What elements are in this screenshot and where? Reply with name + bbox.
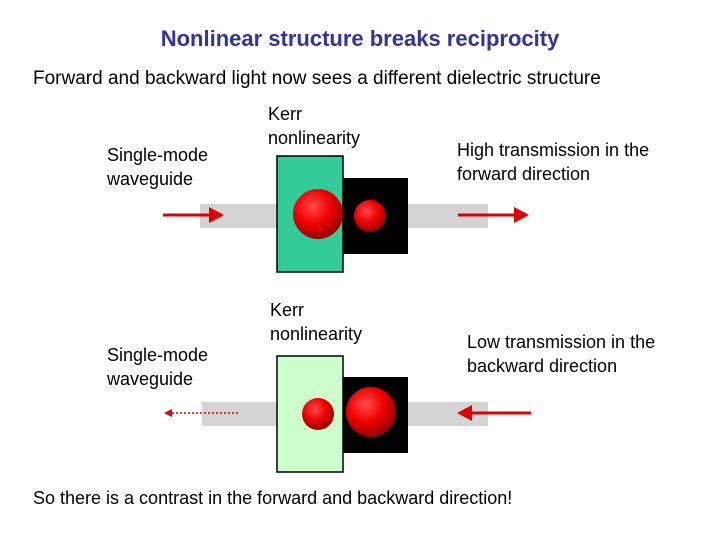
- forward-waveguide-label: Single-mode waveguide: [107, 145, 209, 189]
- backward-kerr-label: Kerr nonlinearity: [270, 300, 363, 344]
- backward-small-resonator: [302, 398, 334, 430]
- forward-small-resonator: [354, 200, 386, 232]
- backward-waveguide-label: Single-mode waveguide: [107, 345, 209, 389]
- backward-transmission-label: Low transmission in the backward direction: [467, 332, 656, 376]
- conclusion-text: So there is a contrast in the forward and backward direction!: [33, 488, 513, 508]
- forward-kerr-label: Kerr nonlinearity: [268, 104, 361, 148]
- forward-transmission-label: High transmission in the forward direction: [457, 140, 650, 184]
- backward-large-resonator: [346, 387, 396, 437]
- subtitle: Forward and backward light now sees a different dielectric structure: [33, 68, 601, 89]
- backward-input-arrow: [457, 405, 531, 421]
- backward-waveguide-left: [202, 402, 277, 426]
- page-title: Nonlinear structure breaks reciprocity: [160, 26, 560, 51]
- forward-large-resonator: [293, 189, 343, 239]
